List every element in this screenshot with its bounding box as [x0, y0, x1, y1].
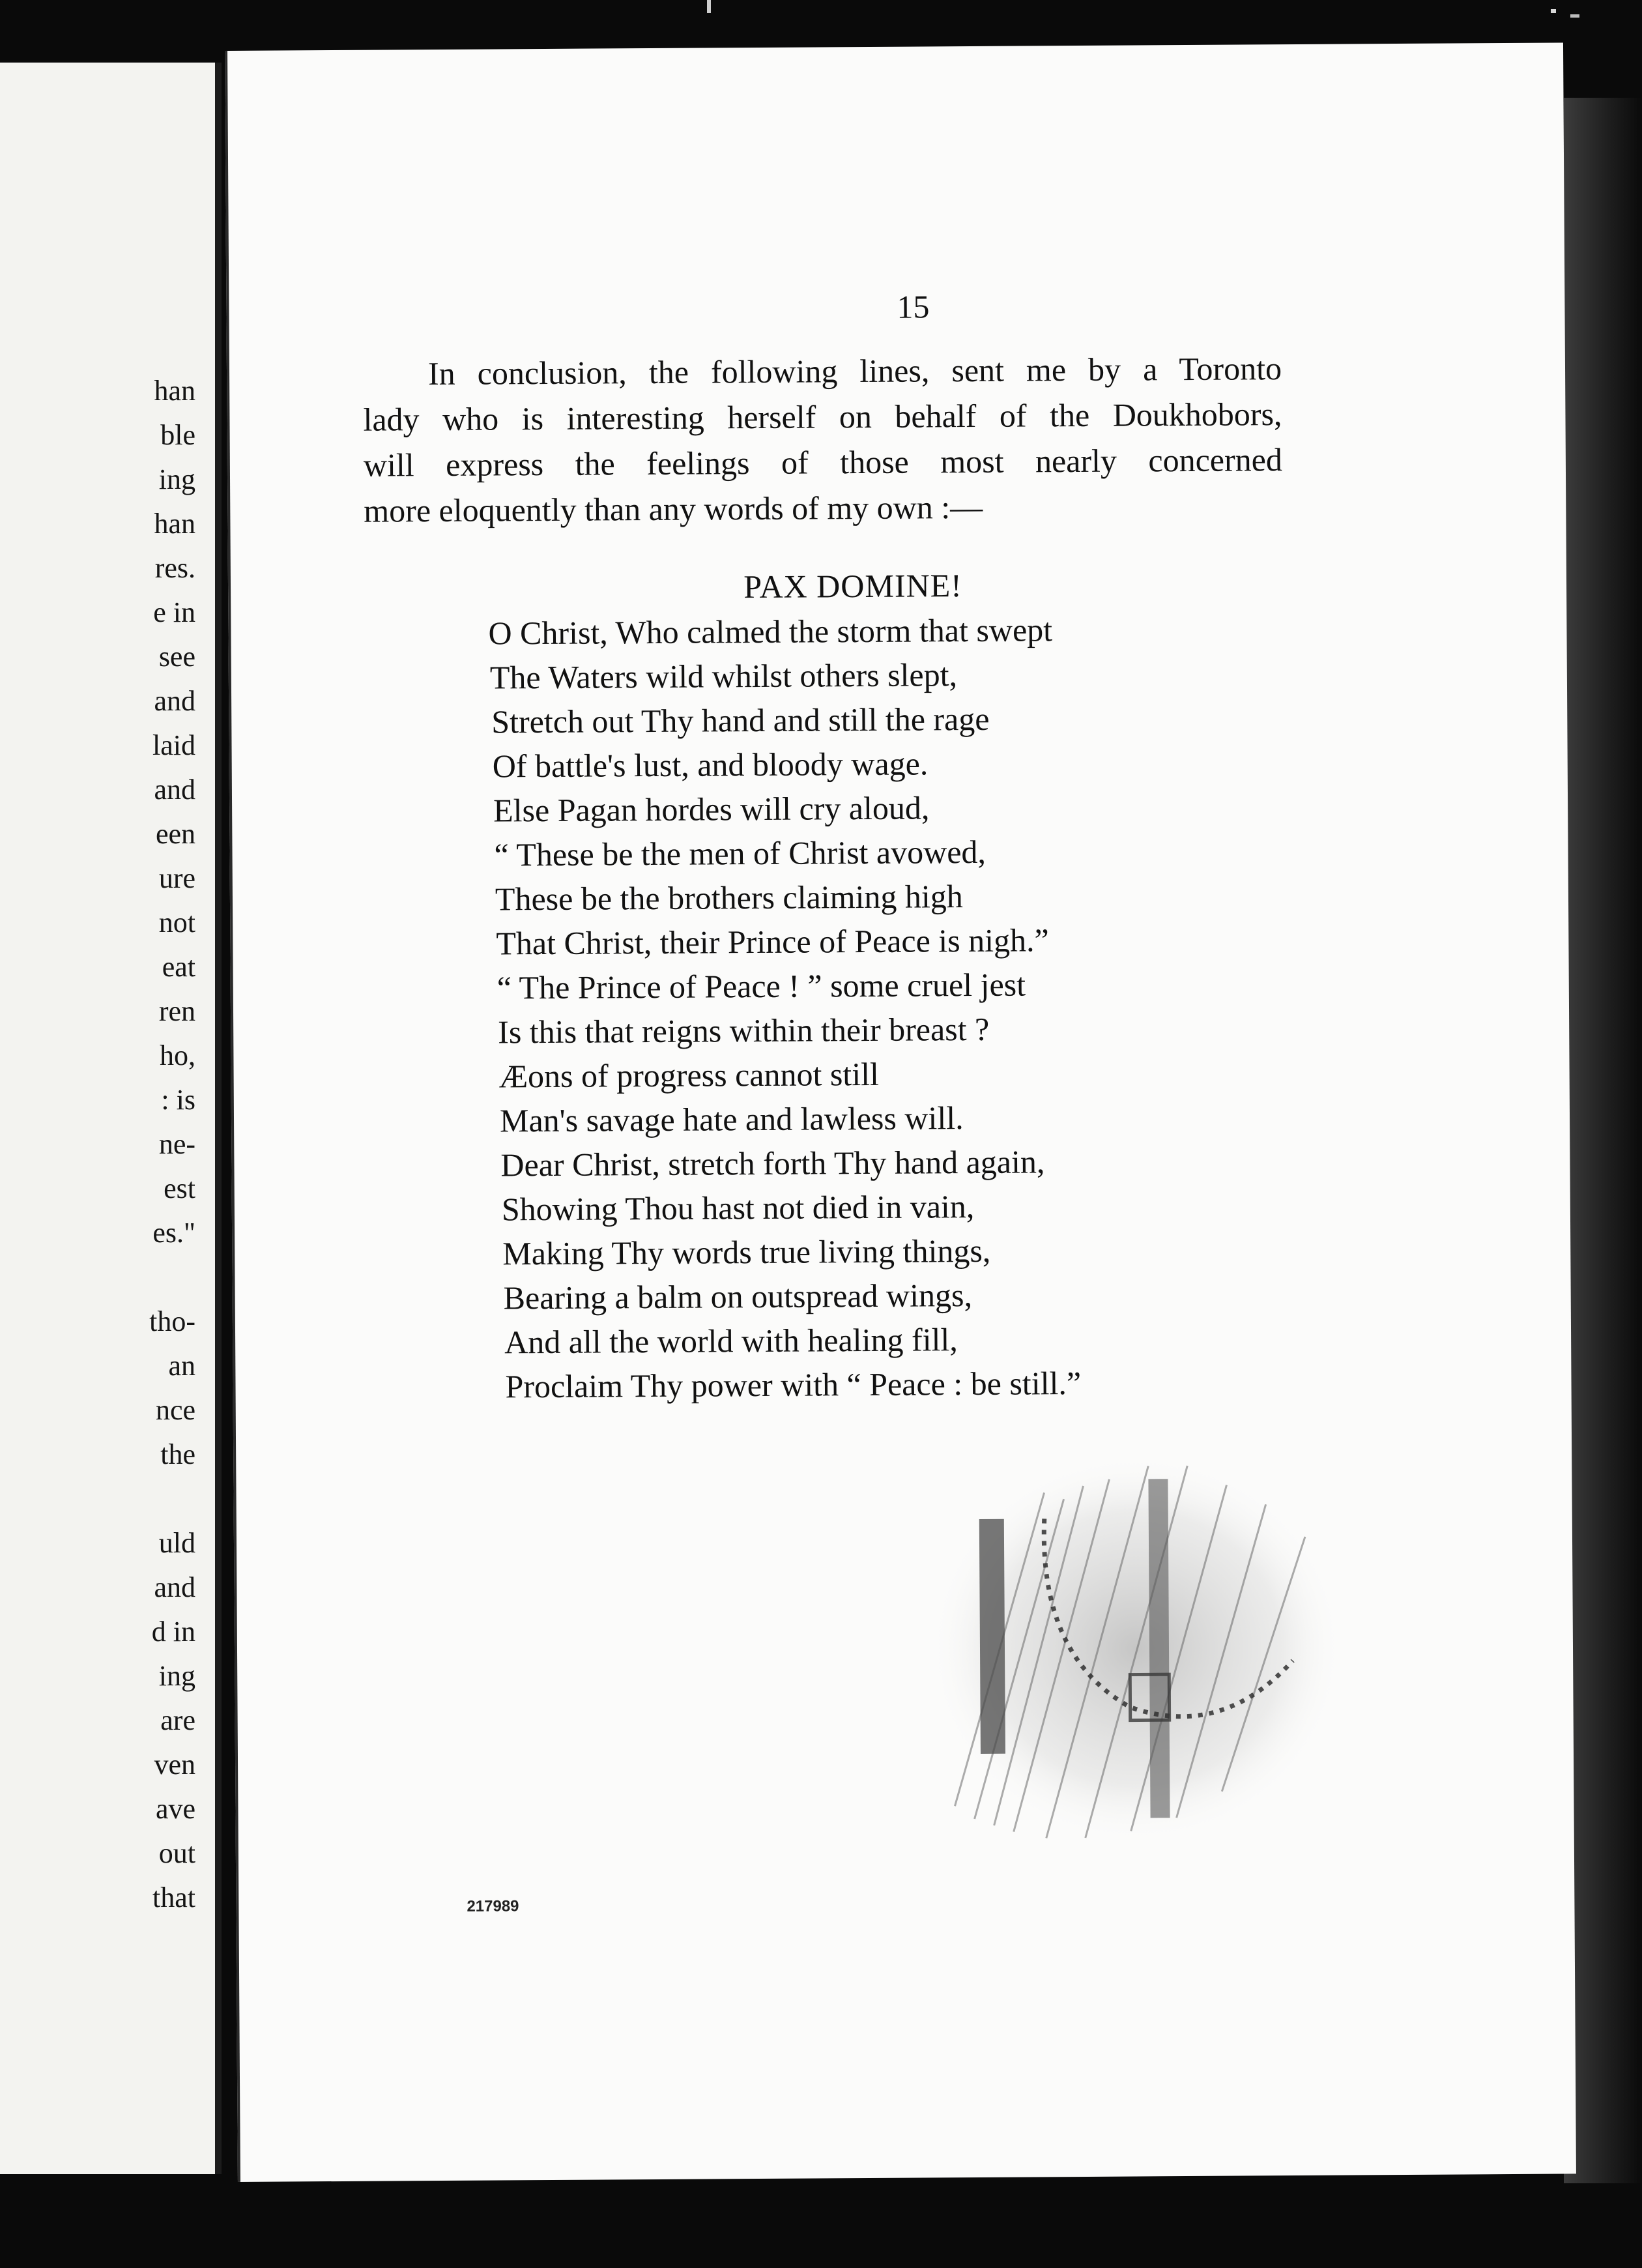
intro-line: will express the feelings of those most nearly concerned	[363, 441, 1283, 484]
facing-page-line-fragment	[0, 1477, 195, 1521]
facing-page-text	[0, 369, 195, 1920]
facing-page-line-fragment: uld	[158, 1527, 195, 1559]
facing-page-line-fragment: ure	[158, 862, 195, 894]
facing-page-line-fragment: han	[154, 375, 195, 407]
poem-line: And all the world with healing fill,	[504, 1321, 958, 1361]
poem-line: Stretch out Thy hand and still the rage	[491, 700, 990, 740]
poem-line: “ These be the men of Christ avowed,	[494, 833, 987, 873]
facing-page-line-fragment: an	[168, 1350, 195, 1382]
facing-page-line-fragment: laid	[152, 729, 195, 761]
facing-page-line-fragment: tho-	[149, 1305, 195, 1337]
poem-line: Of battle's lust, and bloody wage.	[492, 745, 929, 785]
facing-page-line-fragment: are	[160, 1704, 195, 1736]
facing-page-line-fragment: han	[154, 508, 195, 540]
facing-page-line-fragment: nce	[155, 1394, 195, 1426]
facing-page-line-fragment: ne-	[158, 1128, 195, 1160]
poem-line: O Christ, Who calmed the storm that swept	[488, 611, 1053, 652]
poem-title: PAX DOMINE!	[743, 567, 962, 605]
facing-page-line-fragment: ing	[158, 463, 195, 495]
facing-page-line-fragment: ave	[155, 1793, 195, 1825]
poem-line: Proclaim Thy power with “ Peace : be still.”	[505, 1365, 1082, 1405]
facing-page-line-fragment: not	[158, 907, 195, 938]
catalog-number: 217989	[467, 1897, 519, 1915]
facing-page-line-fragment: een	[155, 818, 195, 850]
poem-line: These be the brothers claiming high	[495, 878, 963, 918]
facing-page-line-fragment	[0, 1255, 195, 1300]
facing-page-line-fragment: and	[154, 774, 195, 806]
poem-line: Making Thy words true living things,	[502, 1232, 991, 1272]
facing-page-line-fragment: and	[154, 685, 195, 717]
intro-paragraph	[363, 345, 1283, 534]
pencil-sketch-illustration	[914, 1438, 1372, 1858]
facing-page-line-fragment: e in	[153, 596, 195, 628]
page-number: 15	[897, 288, 930, 325]
poem-line: That Christ, their Prince of Peace is nigh.”	[496, 922, 1049, 962]
facing-page-line-fragment: out	[158, 1837, 195, 1869]
intro-line: more eloquently than any words of my own :—	[364, 488, 983, 529]
facing-page-line-fragment: and	[154, 1571, 195, 1603]
facing-page-line-fragment: d in	[151, 1616, 195, 1648]
intro-line: In conclusion, the following lines, sent me by a Toronto	[427, 350, 1282, 392]
facing-page-line-fragment: the	[160, 1438, 195, 1470]
poem-body	[488, 606, 1275, 1408]
facing-page-line-fragment: es."	[152, 1217, 195, 1249]
poem-line: Bearing a balm on outspread wings,	[503, 1277, 973, 1316]
facing-page-line-fragment: : is	[161, 1084, 195, 1116]
poem-line: “ The Prince of Peace ! ” some cruel jest	[497, 966, 1026, 1006]
facing-page-line-fragment: res.	[154, 552, 195, 584]
poem-line: Showing Thou hast not died in vain,	[501, 1188, 975, 1228]
document-page	[225, 42, 1576, 2181]
facing-page-line-fragment: ing	[158, 1660, 195, 1692]
poem-line: The Waters wild whilst others slept,	[489, 656, 958, 696]
poem-line: Is this that reigns within their breast ?	[498, 1010, 990, 1051]
poem-line: Else Pagan hordes will cry aloud,	[493, 789, 930, 829]
page-edge-shadow	[1564, 98, 1642, 2183]
poem-line: Dear Christ, stretch forth Thy hand again,	[500, 1143, 1045, 1184]
facing-page-left	[0, 63, 222, 2174]
facing-page-line-fragment: est	[164, 1172, 195, 1204]
facing-page-line-fragment: ble	[160, 419, 195, 451]
intro-line: lady who is interesting herself on behalf of the Doukhobors,	[363, 396, 1282, 438]
facing-page-line-fragment: see	[158, 641, 195, 673]
facing-page-line-fragment: ho,	[160, 1040, 195, 1071]
facing-page-line-fragment: ren	[158, 995, 195, 1027]
poem-line: Æons of progress cannot still	[498, 1055, 880, 1095]
poem-line: Man's savage hate and lawless will.	[499, 1099, 964, 1139]
facing-page-line-fragment: that	[152, 1882, 195, 1913]
facing-page-line-fragment: eat	[162, 951, 195, 983]
facing-page-line-fragment: ven	[154, 1749, 195, 1781]
